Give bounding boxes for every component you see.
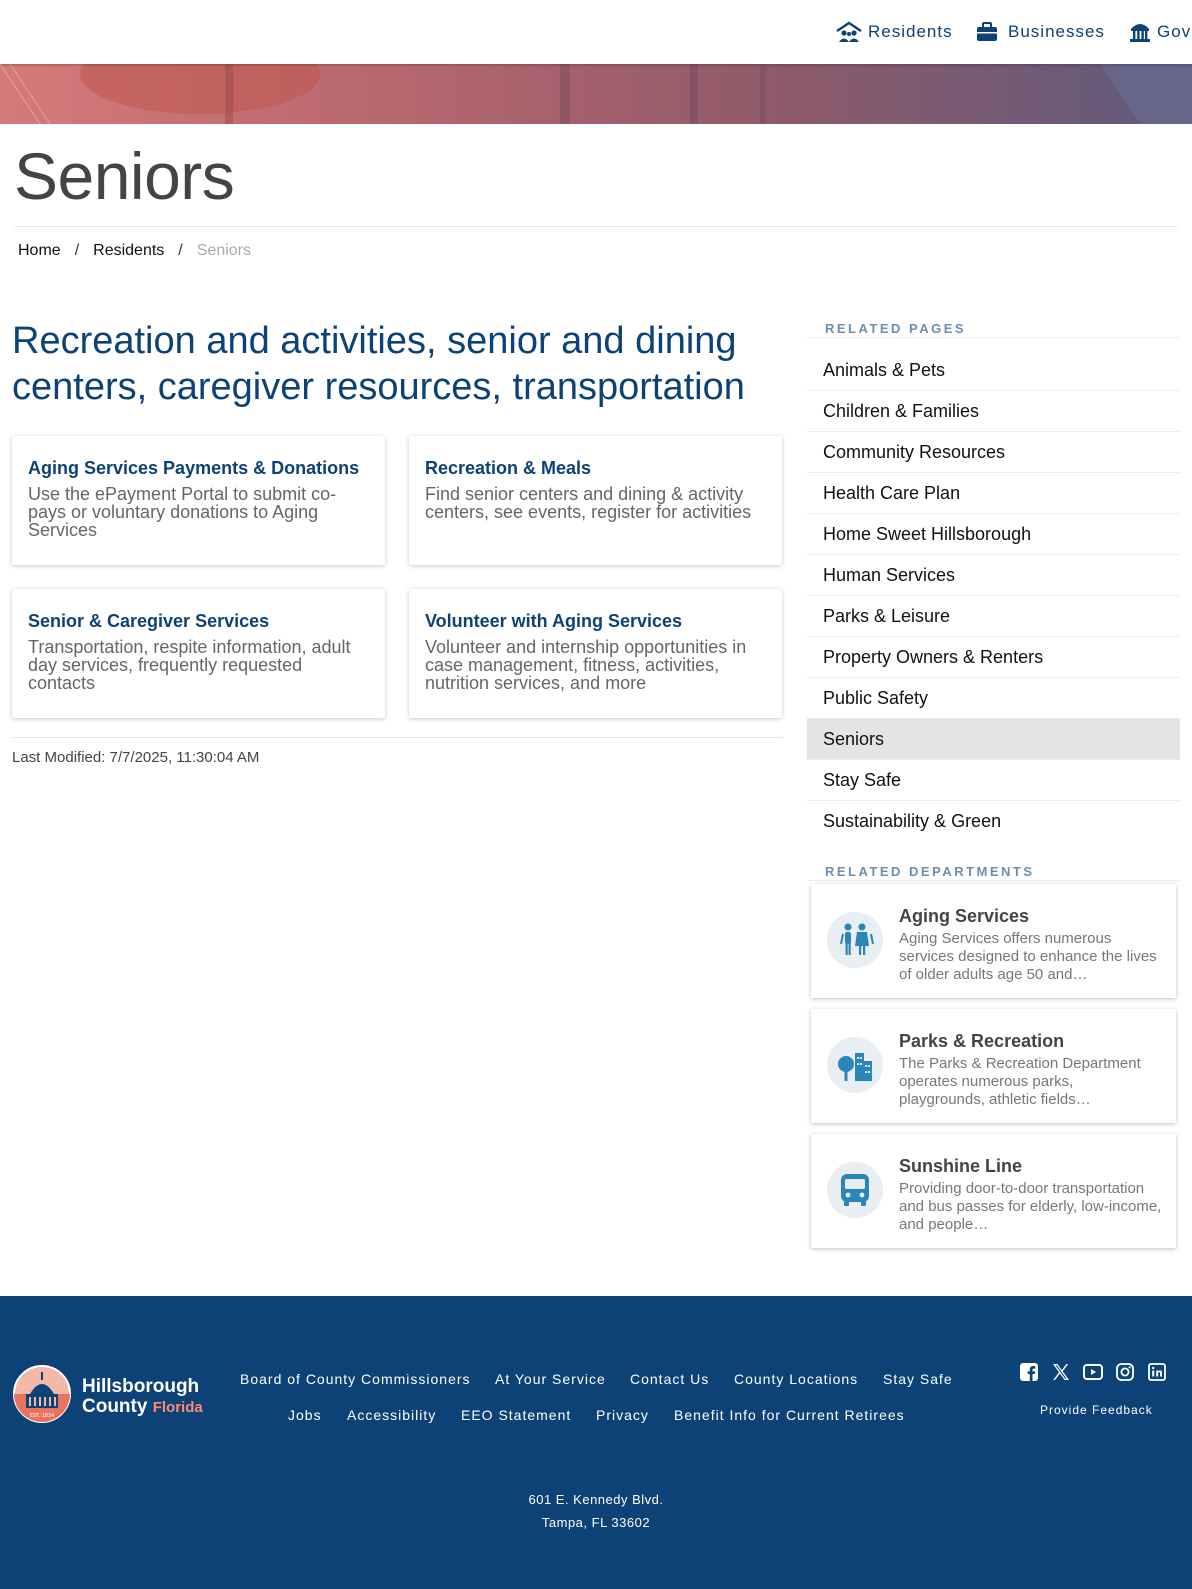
county-seal-icon [12,1364,74,1430]
nav-businesses[interactable] [976,20,1105,44]
footer-link-board[interactable]: Board of County Commissioners [240,1371,471,1387]
footer-link-at-your-service[interactable]: At Your Service [495,1371,606,1387]
card-description: Use the ePayment Portal to submit co-pays or voluntary donations to Aging Services [28,484,337,540]
top-navigation [0,0,1192,64]
divider [12,737,783,738]
address-line-2: Tampa, FL 33602 [541,1515,651,1530]
footer-link-stay-safe[interactable]: Stay Safe [883,1371,953,1387]
department-aging-services[interactable] [811,884,1176,998]
breadcrumb-current: Seniors [196,242,251,259]
card-title: Recreation & Meals [425,458,592,478]
nav-residents-label: Residents [868,22,953,41]
breadcrumb-separator: / [178,242,183,259]
logo-line2 [82,1397,203,1418]
card-volunteer[interactable] [409,589,782,718]
related-page-item[interactable]: Property Owners & Renters [807,637,1180,678]
provide-feedback-link[interactable]: Provide Feedback [1040,1403,1153,1417]
tree-building-icon [827,1037,883,1093]
instagram-icon[interactable] [1116,1363,1134,1386]
footer-link-jobs[interactable]: Jobs [288,1407,322,1423]
card-title: Senior & Caregiver Services [28,611,270,631]
related-page-item[interactable]: Sustainability & Green [823,811,1002,831]
logo-text [82,1377,203,1418]
card-description: Find senior centers and dining & activity centers, see events, register for activities [425,484,752,522]
linkedin-icon[interactable] [1148,1363,1166,1386]
briefcase-icon [976,22,998,42]
site-footer [0,1296,1192,1589]
department-name: Parks & Recreation [899,1031,1065,1051]
footer-link-contact-us[interactable]: Contact Us [630,1371,710,1387]
related-page-item[interactable]: Stay Safe [807,760,1180,801]
related-page-item[interactable]: Home Sweet Hillsborough [807,514,1180,555]
department-description: Aging Services offers numerous services designed to enhance the lives of older adults age 50 and… [899,930,1157,983]
card-recreation-meals[interactable] [409,436,782,565]
card-aging-payments[interactable] [12,436,385,565]
breadcrumb-separator: / [74,242,80,259]
nav-residents[interactable] [836,20,953,44]
hero-banner [0,64,1192,124]
hero-image [0,64,1192,124]
divider [14,226,1178,227]
nav-businesses-label: Businesses [1008,22,1105,41]
related-page-item[interactable]: Animals & Pets [807,350,1180,391]
card-description: Volunteer and internship opportunities in case management, fitness, activities, nutrition services, and more [425,637,747,693]
footer-link-accessibility[interactable]: Accessibility [347,1407,437,1423]
department-sunshine-line[interactable] [811,1134,1176,1248]
intro-heading: Recreation and activities, senior and dining centers, caregiver resources, transportation [12,320,745,408]
related-departments-heading: RELATED DEPARTMENTS [825,864,1035,879]
department-description: Providing door-to-door transportation and bus passes for elderly, low-income, and people… [899,1180,1162,1233]
related-page-item[interactable]: Children & Families [807,391,1180,432]
breadcrumb-home[interactable]: Home [18,242,61,259]
logo-state: Florida [152,1398,203,1416]
footer-link-eeo[interactable]: EEO Statement [461,1407,572,1423]
divider [807,337,1180,338]
seal-text: EST. 1834 [29,1413,55,1419]
youtube-icon[interactable] [1083,1363,1103,1386]
nav-government-label: Gov [1157,22,1192,41]
footer-link-county-locations[interactable]: County Locations [734,1371,859,1387]
address-line-1: 601 E. Kennedy Blvd. [528,1492,664,1507]
logo-county: County [82,1395,148,1417]
county-logo[interactable] [12,1364,203,1430]
card-title: Volunteer with Aging Services [425,611,683,631]
nav-government[interactable] [1129,20,1191,44]
seniors-couple-icon [827,912,883,968]
department-name: Sunshine Line [899,1156,1023,1176]
logo-line1: Hillsborough [82,1375,200,1397]
breadcrumb [18,242,251,260]
related-page-item[interactable]: Health Care Plan [807,473,1180,514]
related-page-item[interactable]: Public Safety [807,678,1180,719]
related-page-item-active[interactable]: Seniors [807,719,1180,760]
card-caregiver-services[interactable] [12,589,385,718]
department-description: The Parks & Recreation Department operates numerous parks, playgrounds, athletic fields… [899,1055,1141,1108]
bus-icon [827,1162,883,1218]
government-building-icon [1129,21,1151,43]
x-icon[interactable] [1052,1363,1070,1386]
residents-icon [836,21,862,43]
footer-link-privacy[interactable]: Privacy [596,1407,649,1423]
related-page-item[interactable]: Community Resources [807,432,1180,473]
department-parks-recreation[interactable] [811,1009,1176,1123]
related-page-item[interactable]: Human Services [807,555,1180,596]
card-title: Aging Services Payments & Donations [28,458,360,478]
page-title: Seniors [14,139,235,213]
footer-link-retirees[interactable]: Benefit Info for Current Retirees [674,1407,905,1423]
breadcrumb-residents[interactable]: Residents [93,242,165,259]
related-pages-heading: RELATED PAGES [825,321,967,336]
related-page-item[interactable]: Parks & Leisure [807,596,1180,637]
card-description: Transportation, respite information, adult day services, frequently requested contacts [28,637,351,693]
department-name: Aging Services [899,906,1030,926]
last-modified: Last Modified: 7/7/2025, 11:30:04 AM [12,749,260,766]
divider [807,880,1180,881]
related-pages-list [807,350,1180,842]
facebook-icon[interactable] [1020,1363,1038,1386]
